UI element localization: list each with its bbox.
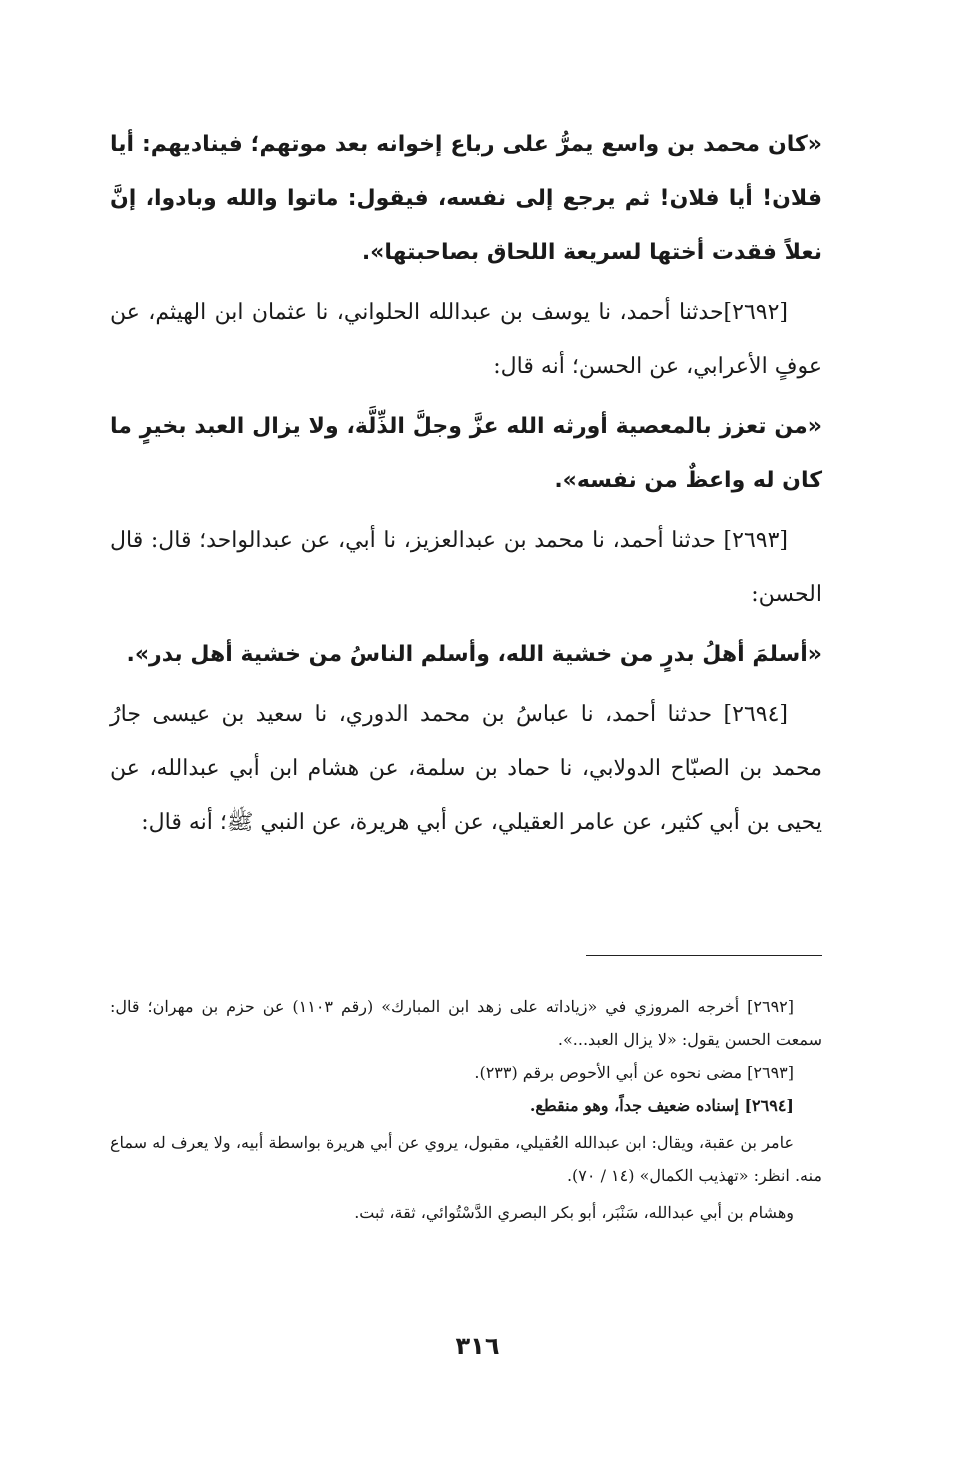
hadith-2692-paragraph: [٢٦٩٢]حدثنا أحمد، نا يوسف بن عبدالله الحلواني، نا عثمان ابن الهيثم، عن عوفٍ الأعرابي، عن الحسن؛ أنه قال:	[110, 300, 822, 379]
footnote-2694-detail: عامر بن عقبة، ويقال: ابن عبدالله العُقيلي، مقبول، يروي عن أبي هريرة بواسطة أبيه، ولا يعرف له سماع منه. انظر: «تهذيب الكمال» (١٤ / ٧٠).	[110, 1133, 822, 1185]
footnotes	[110, 990, 822, 1229]
hadith-2694-paragraph: [٢٦٩٤] حدثنا أحمد، نا عباسُ بن محمد الدوري، نا سعيد بن عيسى جارُ محمد بن الصبّاح الدولابي، نا حماد بن سلمة، عن هشام ابن أبي عبدالله، عن يحيى بن أبي كثير، عن عامر العقيلي، عن أبي هريرة، عن النبي ﷺ؛ أنه قال:	[110, 702, 822, 835]
quote-paragraph: «كان محمد بن واسع يمرُّ على رباع إخوانه بعد موتهم؛ فيناديهم: أيا فلان! أيا فلان! ثم يرجع إلى نفسه، فيقول: ماتوا والله وبادوا، إنَّ نعلاً فقدت أختها لسريعة اللحاق بصاحبتها».	[110, 132, 822, 265]
footnote-2692: [٢٦٩٢] أخرجه المروزي في «زياداته على زهد ابن المبارك» (رقم ١١٠٣) عن حزم بن مهران؛ قال: سمعت الحسن يقول: «لا يزال العبد...».	[110, 997, 822, 1049]
page-number: ٣١٦	[455, 1332, 500, 1360]
main-text	[110, 118, 822, 856]
quote-paragraph: «من تعزز بالمعصية أورثه الله عزَّ وجلَّ الذِّلَّة، ولا يزال العبد بخيرٍ ما كان له واعظٌ من نفسه».	[110, 414, 822, 493]
footnote-2693: [٢٦٩٣] مضى نحوه عن أبي الأحوص برقم (٢٣٣).	[474, 1063, 794, 1082]
hadith-2693-paragraph: [٢٦٩٣] حدثنا أحمد، نا محمد بن عبدالعزيز، نا أبي، عن عبدالواحد؛ قال: قال الحسن:	[110, 528, 822, 607]
quote-paragraph: «أسلمَ أهلُ بدرٍ من خشية الله، وأسلم الناسُ من خشية أهل بدر».	[126, 642, 822, 667]
footnote-2694: [٢٦٩٤] إسناده ضعيف جداً، وهو منقطع.	[529, 1096, 794, 1115]
footnote-separator	[586, 955, 822, 956]
footnote-2694-detail: وهشام بن أبي عبدالله، سَنْبَر، أبو بكر البصري الدَّسْتُوائي، ثقة، ثبت.	[354, 1203, 794, 1222]
